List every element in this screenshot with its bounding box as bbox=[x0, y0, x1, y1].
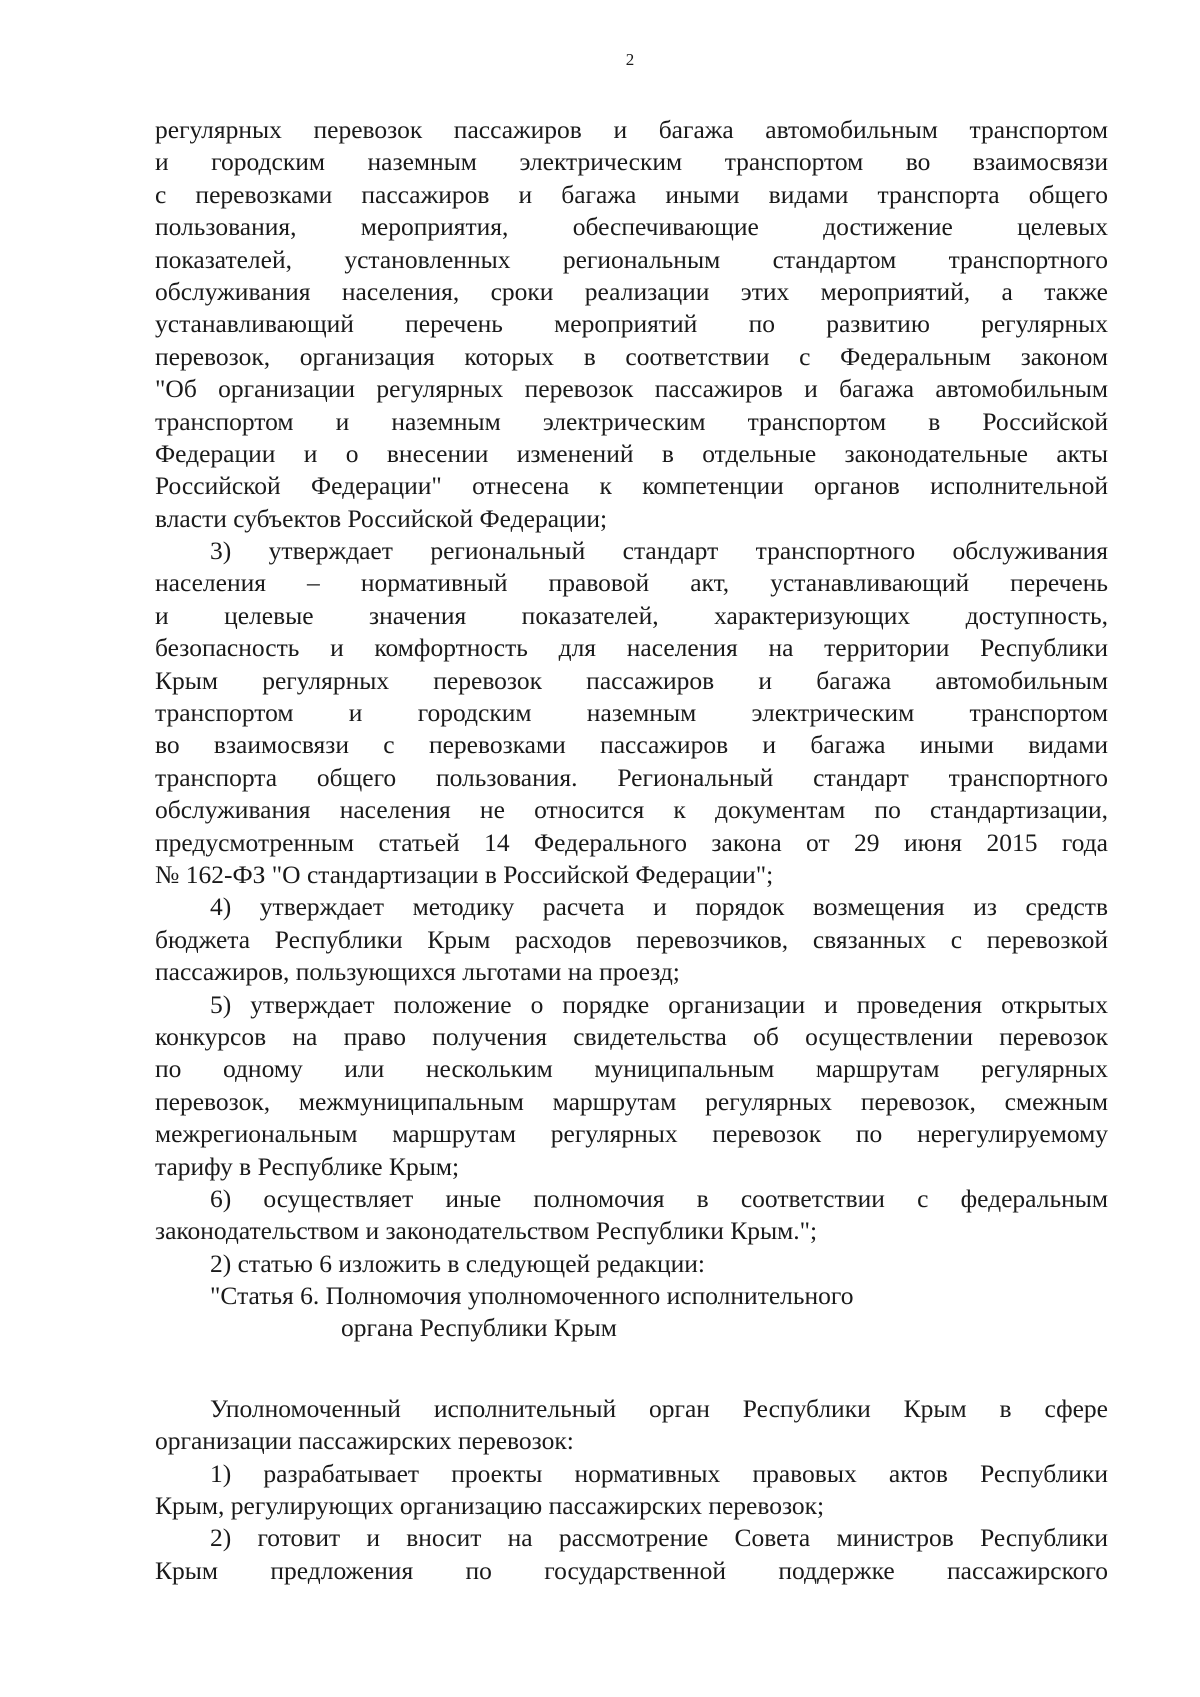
text-line: перевозок, организация которых в соответствии с Федеральным законом bbox=[155, 341, 1108, 371]
text-line: пользования, мероприятия, обеспечивающие достижение целевых bbox=[155, 212, 1108, 242]
text-line: транспортом и наземным электрическим транспортом в Российской bbox=[155, 406, 1108, 436]
text-line: устанавливающий перечень мероприятий по развитию регулярных bbox=[155, 309, 1108, 339]
text-line: Крым регулярных перевозок пассажиров и багажа автомобильным bbox=[155, 665, 1108, 695]
article-heading-continuation: органа Республики Крым bbox=[341, 1313, 617, 1343]
amendment-2-line: 2) статью 6 изложить в следующей редакции: bbox=[210, 1248, 705, 1278]
text-line: власти субъектов Российской Федерации; bbox=[155, 503, 608, 533]
text-line: обслуживания населения, сроки реализации этих мероприятий, а также bbox=[155, 276, 1108, 306]
item-1-line: 1) разрабатывает проекты нормативных правовых актов Республики bbox=[210, 1458, 1108, 1488]
item-6-line: 6) осуществляет иные полномочия в соответствии с федеральным bbox=[210, 1183, 1108, 1213]
text-line: регулярных перевозок пассажиров и багажа автомобильным транспортом bbox=[155, 115, 1108, 144]
text-line: по одному или нескольким муниципальным маршрутам регулярных bbox=[155, 1054, 1108, 1084]
text-line: Крым, регулирующих организацию пассажирских перевозок; bbox=[155, 1491, 825, 1521]
text-line: показателей, установленных региональным стандартом транспортного bbox=[155, 244, 1108, 274]
text-line: перевозок, межмуниципальным маршрутам регулярных перевозок, смежным bbox=[155, 1086, 1108, 1116]
item-4-line: 4) утверждает методику расчета и порядок возмещения из средств bbox=[210, 892, 1108, 922]
page-number: 2 bbox=[625, 50, 635, 69]
text-line: транспорта общего пользования. Региональный стандарт транспортного bbox=[155, 762, 1108, 792]
text-line: и целевые значения показателей, характеризующих доступность, bbox=[155, 600, 1108, 630]
intro-line: Уполномоченный исполнительный орган Республики Крым в сфере bbox=[210, 1393, 1108, 1423]
text-line: транспортом и городским наземным электрическим транспортом bbox=[155, 698, 1108, 728]
text-line: № 162-ФЗ "О стандартизации в Российской Федерации"; bbox=[155, 859, 774, 889]
text-line: безопасность и комфортность для населения на территории Республики bbox=[155, 633, 1108, 663]
item-5-line: 5) утверждает положение о порядке организации и проведения открытых bbox=[210, 989, 1108, 1019]
text-line: тарифу в Республике Крым; bbox=[155, 1151, 460, 1181]
text-line: населения – нормативный правовой акт, устанавливающий перечень bbox=[155, 568, 1108, 598]
text-line: с перевозками пассажиров и багажа иными видами транспорта общего bbox=[155, 179, 1108, 209]
item-2-line: 2) готовит и вносит на рассмотрение Совета министров Республики bbox=[210, 1523, 1108, 1553]
text-line: предусмотренным статьей 14 Федерального закона от 29 июня 2015 года bbox=[155, 827, 1108, 857]
article-heading: "Статья 6. Полномочия уполномоченного исполнительного bbox=[210, 1281, 854, 1311]
text-line: межрегиональным маршрутам регулярных перевозок по нерегулируемому bbox=[155, 1119, 1108, 1149]
document-body bbox=[155, 114, 1108, 1587]
text-line: Федерации и о внесении изменений в отдельные законодательные акты bbox=[155, 438, 1108, 468]
text-line: во взаимосвязи с перевозками пассажиров и багажа иными видами bbox=[155, 730, 1108, 760]
text-line: пассажиров, пользующихся льготами на проезд; bbox=[155, 957, 680, 987]
text-line: обслуживания населения не относится к документам по стандартизации, bbox=[155, 795, 1108, 825]
text-line: "Об организации регулярных перевозок пассажиров и багажа автомобильным bbox=[155, 374, 1108, 404]
text-line: бюджета Республики Крым расходов перевозчиков, связанных с перевозкой bbox=[155, 924, 1108, 954]
text-line: конкурсов на право получения свидетельства об осуществлении перевозок bbox=[155, 1021, 1108, 1051]
text-line: Российской Федерации" отнесена к компетенции органов исполнительной bbox=[155, 471, 1108, 501]
item-3-line: 3) утверждает региональный стандарт транспортного обслуживания bbox=[210, 536, 1108, 566]
section-gap bbox=[155, 1345, 1108, 1393]
text-line: законодательством и законодательством Республики Крым."; bbox=[155, 1216, 818, 1246]
text-line: и городским наземным электрическим транспортом во взаимосвязи bbox=[155, 147, 1108, 177]
text-line: Крым предложения по государственной поддержке пассажирского bbox=[155, 1555, 1108, 1585]
text-line: организации пассажирских перевозок: bbox=[155, 1426, 574, 1456]
